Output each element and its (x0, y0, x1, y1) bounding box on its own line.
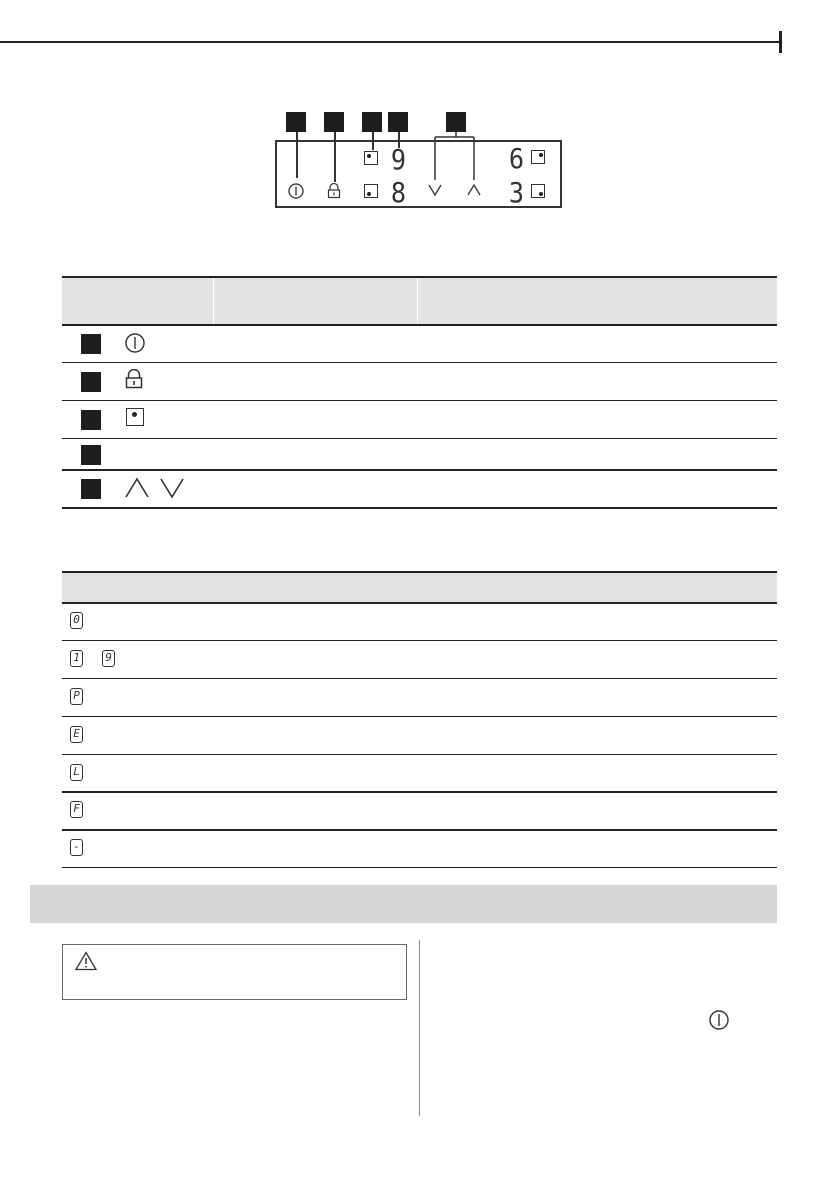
section-header-band (30, 885, 777, 923)
display-table-header (62, 572, 777, 602)
table-rule (62, 791, 777, 793)
lcd-0-icon: 0 (70, 612, 83, 629)
warning-box (62, 944, 407, 1000)
lcd-dash-icon: - (70, 839, 83, 856)
table-rule (62, 867, 777, 868)
lcd-p-icon: P (70, 688, 83, 705)
table-rule (62, 829, 777, 831)
lcd-1-icon: 1 (70, 650, 83, 667)
zone-1-display: 9 (390, 143, 407, 176)
table-rule (62, 640, 777, 641)
zone-3-display: 6 (508, 142, 525, 175)
table-rule (62, 571, 777, 573)
warning-triangle-icon (75, 951, 97, 971)
lcd-f-icon: F (70, 801, 83, 818)
lcd-l-icon: L (70, 764, 83, 781)
table-rule (62, 716, 777, 717)
zone-4-display: 3 (508, 176, 525, 209)
power-icon (708, 1009, 730, 1031)
table-rule (62, 754, 777, 755)
lcd-e-icon: E (70, 726, 83, 743)
table-rule (62, 678, 777, 679)
column-divider (419, 940, 420, 1116)
zone-2-display: 8 (390, 176, 407, 209)
table-rule (62, 602, 777, 604)
lcd-9-icon: 9 (102, 650, 115, 667)
